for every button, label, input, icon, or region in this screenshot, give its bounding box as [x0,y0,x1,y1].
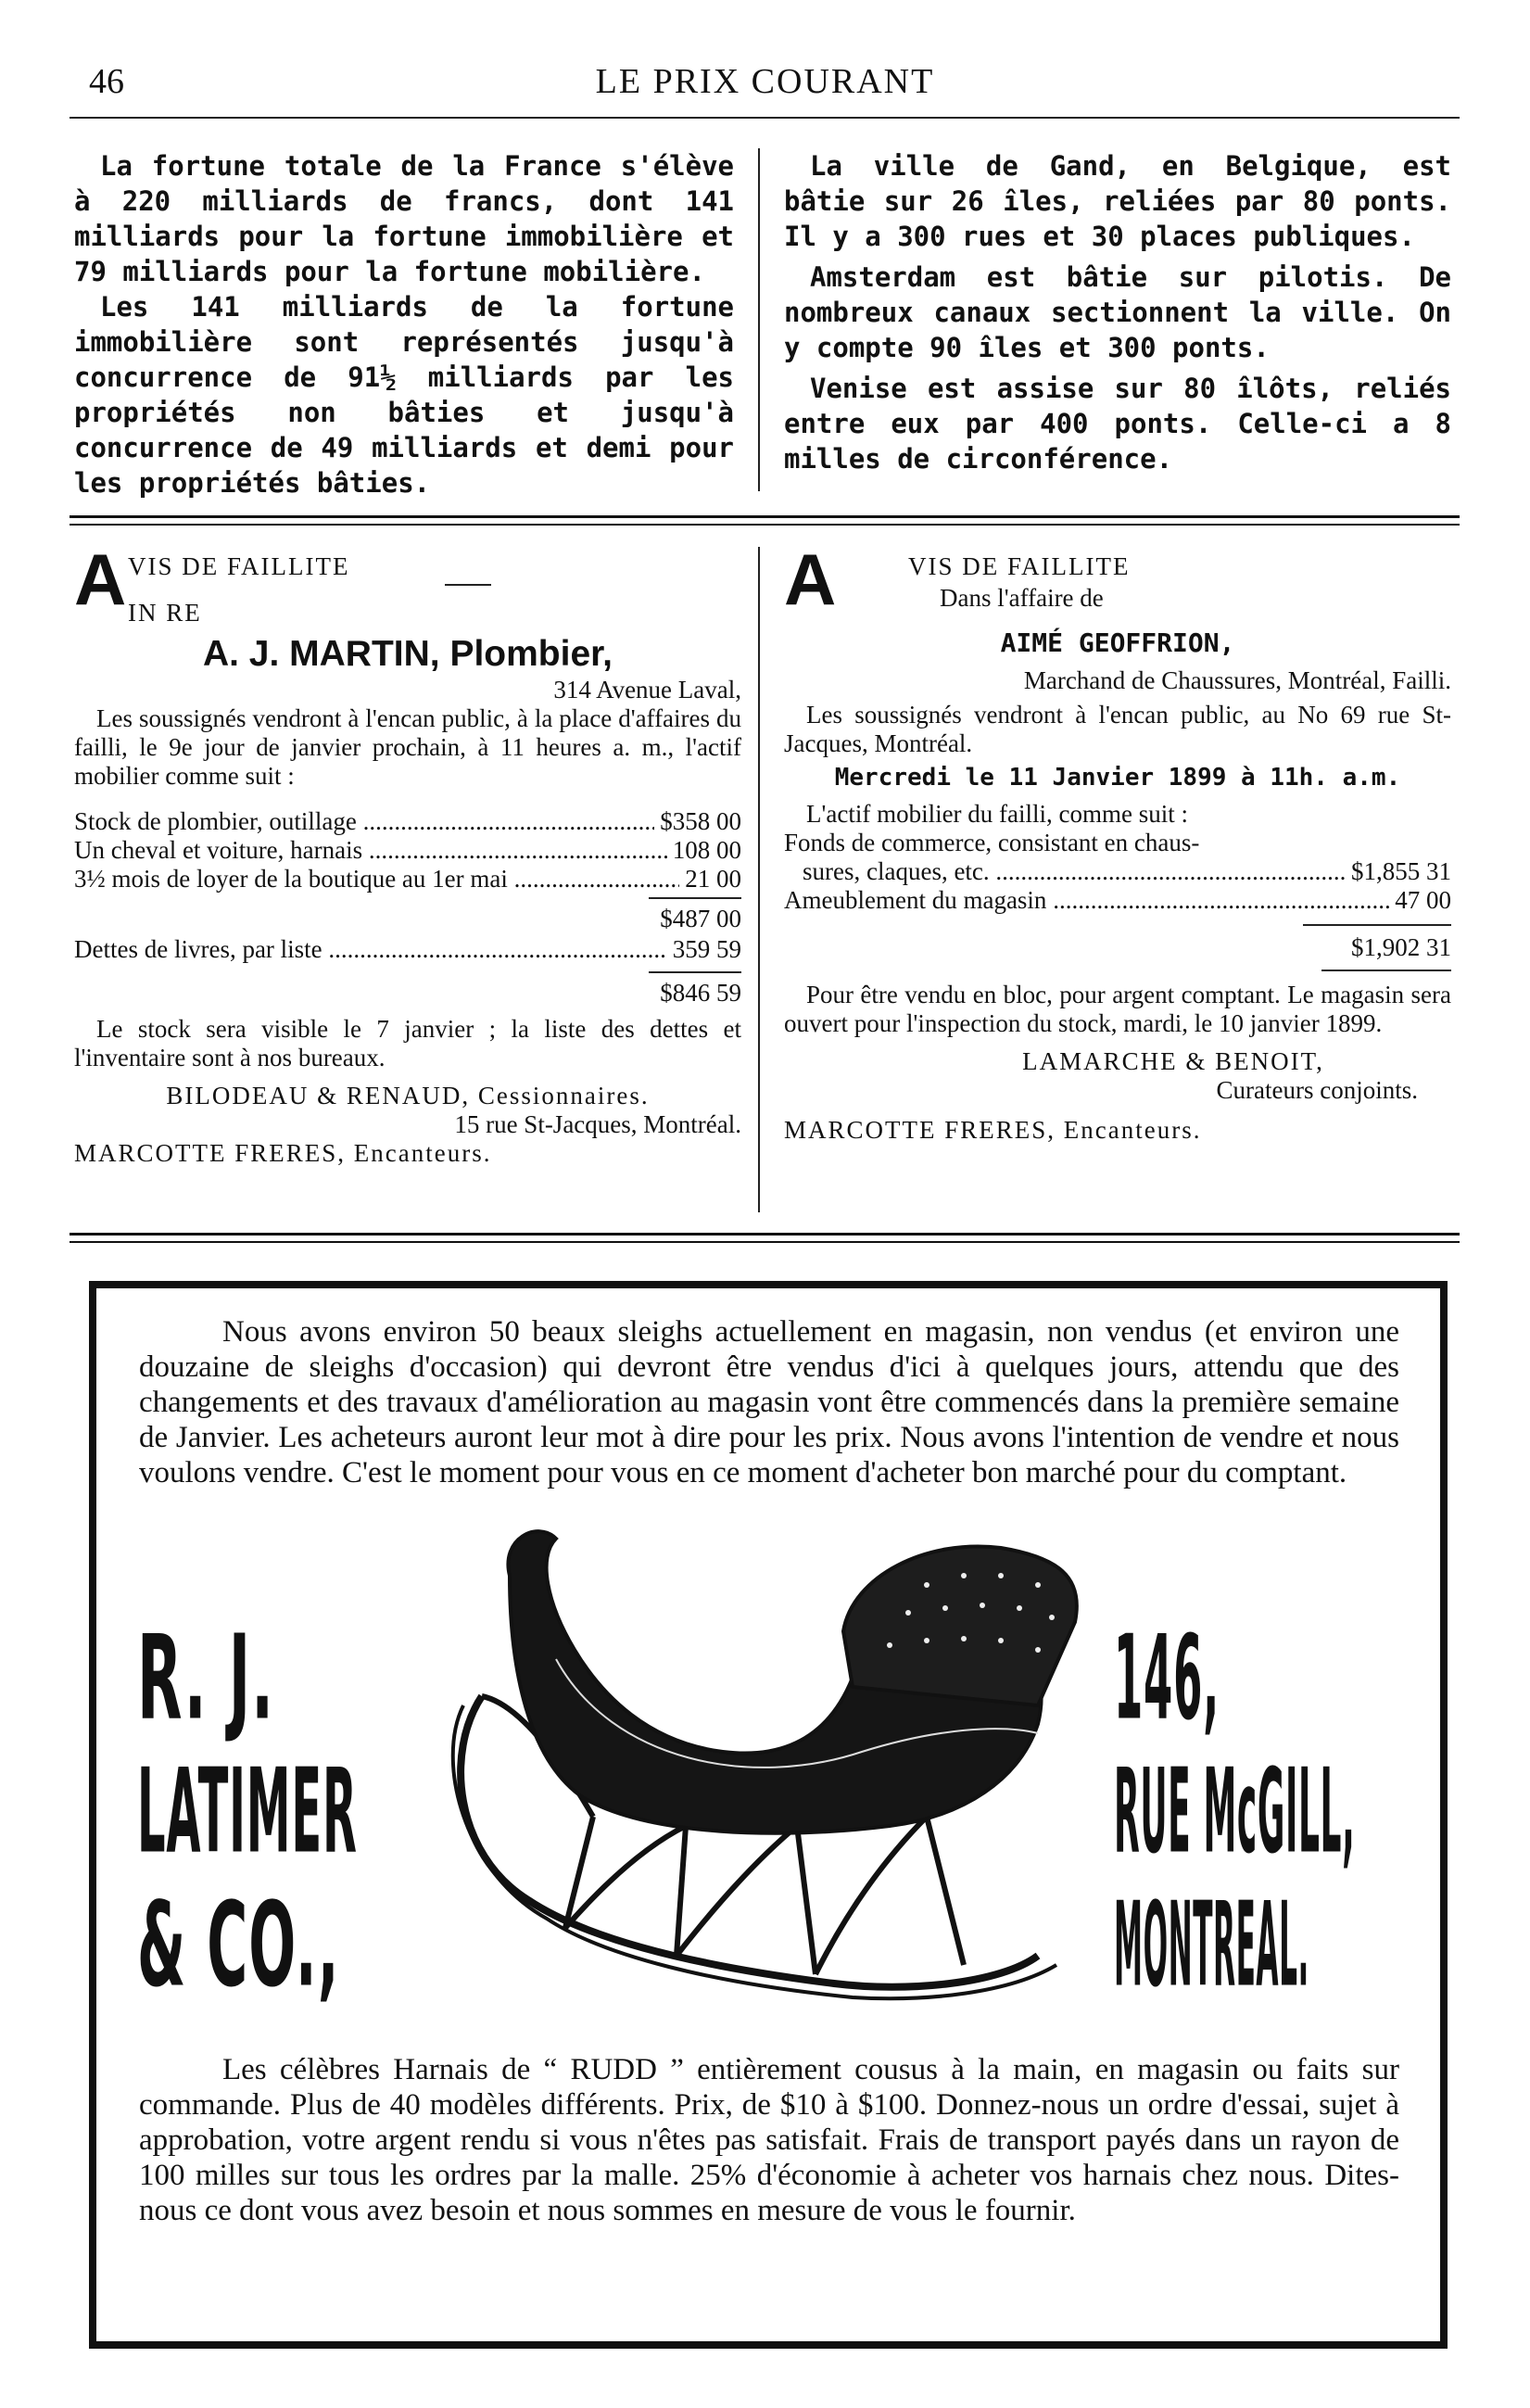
avis-title: VIS DE FAILLITE [908,552,1131,580]
grand-total: $1,902 31 [1351,933,1451,961]
bankrupt-name: A. J. MARTIN, Plombier, [202,634,613,674]
avis-title: VIS DE FAILLITE [128,552,350,580]
sum-rule [1303,924,1451,926]
asset-label: sures, claques, etc. ..... [803,857,1346,886]
asset-value: $358 00 [660,807,741,835]
note-paragraph: Amsterdam est bâtie sur pilotis. De nombreux canaux sectionnent la ville. On y compte 90 îles et 300 ponts. [784,261,1451,363]
firm-line-3: & CO., [137,1878,340,2014]
ad-intro: Nous avons environ 50 beaux sleighs actuellement en magasin, non vendus (et environ une douzaine de sleighs d'occasion) qui devront être vendus d'ici à quelques jours, attendu que des changements et des travaux d'amélioration au magasin vont être commencés dans la première semaine de Janvier. Les acheteurs auront leur mot à dire pour les prix. Nous avons l'intention de vendre et nous voulons vendre. C'est le moment pour vous en ce moment d'acheter bon marché pour du comptant. [139,1315,1399,1489]
stock-note: Le stock sera visible le 7 janvier ; la liste des dettes et l'inventaire sont à nos bureaux. [74,1015,741,1071]
sale-intro: Les soussignés vendront à l'encan public, au No 69 rue St-Jacques, Montréal. [784,701,1451,757]
section-double-rule [70,1233,1460,1243]
header-rule [70,117,1460,119]
address-line-2: RUE McGILL, [1114,1744,1356,1881]
note-paragraph: La fortune totale de la France s'élève à 220 milliards de francs, dont 141 milliards pour la fortune immobilière et 79 milliards pour la fortune mobilière. [74,150,734,287]
bankrupt-address: 314 Avenue Laval, [553,676,741,703]
sale-intro: Les soussignés vendront à l'encan public, à la place d'affaires du failli, le 9e jour de janvier prochain, à 11 heures a. m., l'actif mobilier comme suit : [74,704,741,790]
debts-label: Dettes de livres, par liste ..... [74,935,667,964]
debts-value: 359 59 [672,935,741,963]
title-dash [445,584,491,586]
column-separator [758,547,760,1212]
drop-cap: A [784,539,837,620]
asset-label: Stock de plombier, outillage ..... [74,807,654,836]
avis-sub: Dans l'affaire de [940,584,1104,612]
grand-total: $846 59 [660,979,741,1007]
asset-line: Fonds de commerce, consistant en chaus- [784,829,1200,856]
page-number: 46 [89,62,124,101]
sleigh-illustration [445,1520,1094,2039]
actif-label: L'actif mobilier du failli, comme suit : [806,800,1189,828]
asset-label: 3½ mois de loyer de la boutique au 1er mai ..... [74,865,679,893]
bankrupt-name: AIMÉ GEOFFRION, [1000,627,1235,658]
cessionnaires: BILODEAU & RENAUD, Cessionnaires. [166,1082,650,1109]
subtotal: $487 00 [660,905,741,932]
encanteurs: MARCOTTE FRERES, Encanteurs. [74,1139,492,1167]
ad-outro: Les célèbres Harnais de “ RUDD ” entièrement cousus à la main, en magasin ou faits sur commande. Plus de 40 modèles différents. Prix, de $10 à $100. Donnez-nous un ordre d'essai, sujet à approbation, votre argent rendu si vous n'êtes pas satisfait. Frais de transport payés dans un rayon de 100 milles sur tous les ordres par la malle. 25% d'économie à acheter vos harnais chez nous. Dites-nous ce dont vous avez besoin et nous sommes en mesure de vous le fournir. [139,2053,1399,2227]
asset-label: Un cheval et voiture, harnais ..... [74,836,667,865]
note-paragraph: La ville de Gand, en Belgique, est bâtie sur 26 îles, reliées par 80 ponts. Il y a 300 rues et 30 places publiques. [784,150,1451,252]
address-line-3: MONTREAL. [1114,1878,1309,2014]
avis-faillite-martin [74,539,741,1168]
asset-list [74,807,741,893]
debts-row [74,935,741,964]
avis-faillite-geoffrion [784,539,1451,1145]
note-cities [784,148,1451,476]
in-re: IN RE [128,599,202,627]
sum-rule [1321,970,1451,971]
asset-row [74,807,741,836]
asset-value: 21 00 [685,865,741,893]
firm-line-1: R. J. [137,1611,275,1747]
firm-line-2: LATIMER [137,1744,358,1881]
asset-value: 108 00 [672,836,741,864]
sale-note: Pour être vendu en bloc, pour argent comptant. Le magasin sera ouvert pour l'inspection du stock, mardi, le 10 janvier 1899. [784,981,1451,1037]
asset-row [74,865,741,893]
asset-row [784,857,1451,886]
asset-value: 47 00 [1395,886,1451,914]
asset-row [74,836,741,865]
asset-label: Ameublement du magasin ..... [784,886,1389,915]
column-separator [758,148,760,491]
note-paragraph: Les 141 milliards de la fortune immobilière sont représentés jusqu'à concurrence de 91½ milliards par les propriétés non bâties et jusqu'à concurrence de 49 milliards et demi pour les propriétés bâties. [74,291,734,499]
asset-row [784,886,1451,915]
note-france-fortune [74,148,734,501]
curateurs-role: Curateurs conjoints. [1216,1076,1418,1104]
curateurs: LAMARCHE & BENOIT, [1022,1047,1324,1075]
sum-rule [649,971,741,973]
section-double-rule [70,515,1460,526]
cessionnaires-address: 15 rue St-Jacques, Montréal. [454,1110,741,1138]
address-line-1: 146, [1114,1611,1220,1747]
asset-value: $1,855 31 [1351,857,1451,885]
sum-rule [649,897,741,899]
encanteurs: MARCOTTE FRERES, Encanteurs. [784,1116,1202,1144]
bankrupt-trade: Marchand de Chaussures, Montréal, Failli. [1023,666,1451,694]
drop-cap: A [74,539,127,620]
running-title: LE PRIX COURANT [595,62,935,101]
sale-date: Mercredi le 11 Janvier 1899 à 11h. a.m. [834,764,1401,792]
note-paragraph: Venise est assise sur 80 îlôts, reliés entre eux par 400 ponts. Celle-ci a 8 milles de circonférence. [784,373,1451,475]
